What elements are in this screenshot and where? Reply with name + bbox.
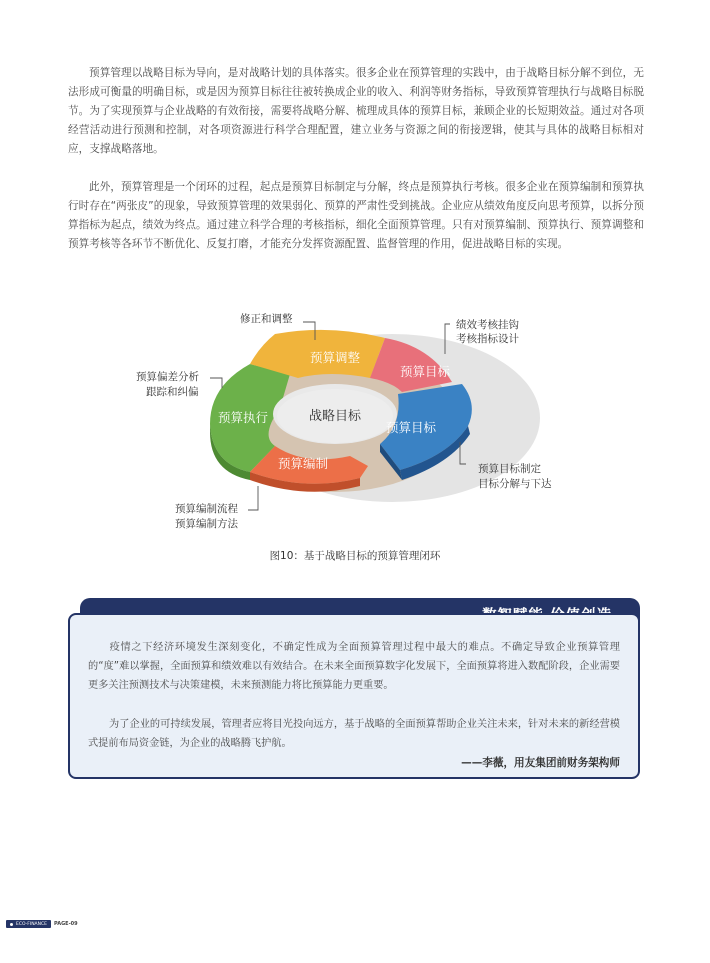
leader-bottom-left [248, 486, 258, 510]
body-paragraph-2: 此外，预算管理是一个闭环的过程，起点是预算目标制定与分解，终点是预算执行考核。很多企业在预算编制和预算执行时存在“两张皮”的现象，导致预算管理的效果弱化、预算的严肃性受到挑战。企业应从绩效角度反向思考预算，以拆分预算指标为起点，绩效为终点。通过建立科学合理的考核指标，细化全面预算管理。只有对预算编制、预算执行、预算调整和预算考核等各环节不断优化、反复打磨，才能充分发挥资源配置、监督管理的作用，促进战略目标的实现。 [68, 181, 644, 250]
callout-top-left: 修正和调整 [240, 313, 293, 325]
callout-right-1: 预算目标制定 [478, 463, 541, 475]
center-label: 战略目标 [308, 409, 362, 424]
leader-left [210, 378, 222, 388]
callout-left-1: 预算偏差分析 [136, 371, 199, 383]
callout-bottom-left-2: 预算编制方法 [175, 518, 238, 530]
quote-attribution: ——李薇，用友集团前财务架构师 [461, 757, 620, 769]
page-number: PAGE-09 [54, 921, 78, 927]
callout-top-right-1: 绩效考核挂钩 [456, 319, 519, 331]
segment-label-compilation: 预算编制 [278, 456, 329, 471]
callout-top-right-2: 考核指标设计 [456, 333, 519, 345]
quote-paragraph-1: 疫情之下经济环境发生深刻变化，不确定性成为全面预算管理过程中最大的难点。不确定导致企业预算管理的“度”难以掌握，全面预算和绩效难以有效结合。在未来全面预算数字化发展下，全面预算将进入数配阶段，企业需要更多关注预测技术与决策建模，未来预测能力将比预算能力更重要。 [88, 642, 620, 691]
segment-label-target-pink: 预算目标 [400, 364, 451, 379]
footer-dot-icon [10, 923, 13, 926]
quote-body [68, 613, 640, 779]
quote-box [68, 598, 640, 779]
segment-label-execution: 预算执行 [218, 410, 269, 425]
figure-caption: 图10：基于战略目标的预算管理闭环 [269, 550, 441, 562]
callout-left-2: 跟踪和纠偏 [146, 386, 199, 398]
body-paragraph-1: 预算管理以战略目标为导向，是对战略计划的具体落实。很多企业在预算管理的实践中，由于战略目标分解不到位，无法形成可衡量的明确目标，或是因为预算目标往往被转换成企业的收入、利润等财务指标，导致预算管理执行与战略目标脱节。为了实现预算与企业战略的有效衔接，需要将战略分解、梳理成具体的预算目标，兼顾企业的长短期效益。通过对各项经营活动进行预测和控制，对各项资源进行科学合理配置，建立业务与资源之间的衔接逻辑，使其与具体的战略目标相对应，支撑战略落地。 [68, 67, 644, 155]
footer-badge [6, 920, 51, 928]
footer-badge-label: ECO-FINANCE [16, 921, 47, 927]
budget-loop-diagram [130, 296, 580, 541]
segment-label-adjustment: 预算调整 [310, 350, 361, 365]
page-footer [6, 919, 78, 929]
callout-bottom-left-1: 预算编制流程 [175, 503, 238, 515]
segment-label-target-blue: 预算目标 [386, 420, 437, 435]
quote-paragraph-2: 为了企业的可持续发展，管理者应将目光投向远方，基于战略的全面预算帮助企业关注未来，针对未来的新经营模式提前布局资金链，为企业的战略腾飞护航。 [88, 719, 620, 749]
callout-right-2: 目标分解与下达 [478, 478, 552, 490]
